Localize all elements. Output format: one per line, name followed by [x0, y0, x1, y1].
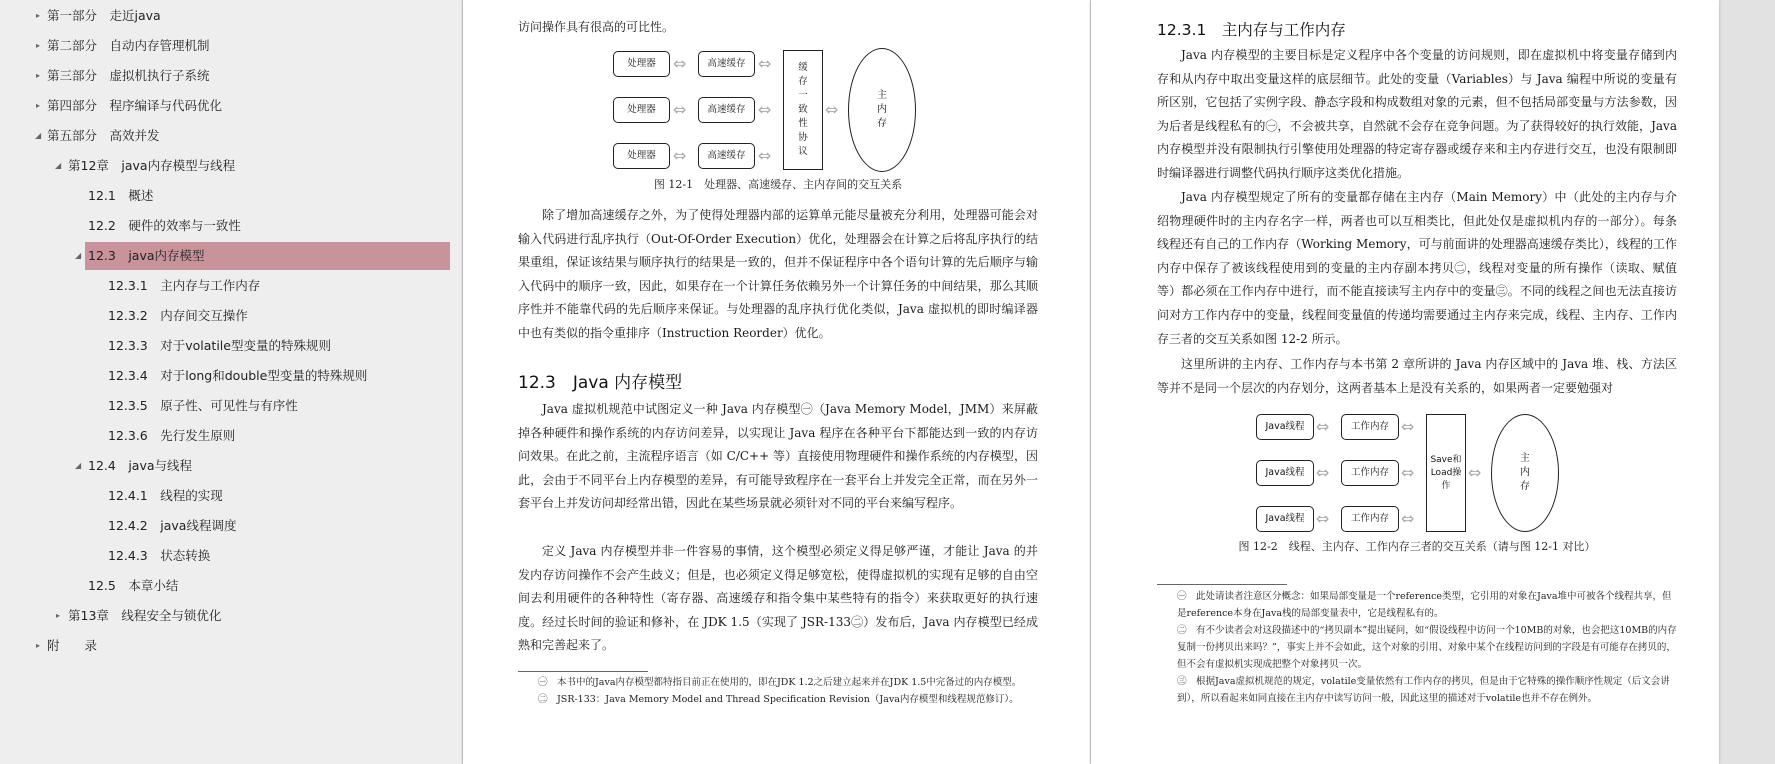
toc-item[interactable] — [0, 542, 450, 570]
java-thread-box: Java线程 — [1256, 506, 1314, 532]
working-memory-box: 工作内存 — [1341, 460, 1399, 486]
double-arrow-icon: ⇔ — [1316, 509, 1330, 528]
toc-item[interactable] — [0, 632, 450, 660]
expand-arrow-icon[interactable]: ▸ — [36, 41, 41, 50]
double-arrow-icon: ⇔ — [758, 100, 772, 119]
footnote: ㊀ 本书中的Java内存模型都特指目前正在使用的，即在JDK 1.2之后建立起来并在JDK 1.5中完备过的内存模型。 — [538, 677, 1022, 688]
body-paragraph: Java 内存模型规定了所有的变量都存储在主内存（Main Memory）中（此处的主内存与介绍物理硬件时的主内存名字一样，两者也可以互相类比，但此处仅是虚拟机内存的一部分）。每条线程还有自己的工作内存（Working Memory，可与前面讲的处理器高速缓存类比），线程的工作内存中保存了被该线程使用到的变量的主内存副本拷贝㊁，线程对变量的所有操作（读取、赋值等）都必须在工作内存中进行，而不能直接读写主内存中的变量㊂。不同的线程之间也无法直接访问对方工作内存中的变量，线程间变量值的传递均需要通过主内存来完成，线程、主内存、工作内存三者的交互关系如图 12-2 所示。 — [1157, 190, 1677, 346]
expand-arrow-icon[interactable]: ▸ — [36, 71, 41, 80]
double-arrow-icon: ⇔ — [758, 54, 772, 73]
toc-item[interactable] — [0, 32, 450, 60]
expand-arrow-icon[interactable]: ▸ — [36, 101, 41, 110]
toc-item[interactable] — [0, 392, 450, 420]
working-memory-box: 工作内存 — [1341, 506, 1399, 532]
toc-item[interactable] — [0, 92, 450, 120]
diagram-12-2 — [1256, 412, 1576, 534]
working-memory-box: 工作内存 — [1341, 414, 1399, 440]
processor-box: 处理器 — [613, 143, 670, 169]
toc-item-label: 第13章 线程安全与锁优化 — [68, 608, 222, 623]
body-paragraph: 这里所讲的主内存、工作内存与本书第 2 章所讲的 Java 内存区域中的 Java 堆、栈、方法区等并不是同一个层次的内存划分，这两者基本上是没有关系的，如果两者一定要勉强对 — [1157, 357, 1677, 395]
toc-item-label: 第三部分 虚拟机执行子系统 — [47, 68, 210, 83]
double-arrow-icon: ⇔ — [1401, 509, 1415, 528]
double-arrow-icon: ⇔ — [673, 54, 687, 73]
body-paragraph: 除了增加高速缓存之外，为了使得处理器内部的运算单元能尽量被充分利用，处理器可能会对输入代码进行乱序执行（Out-Of-Order Execution）优化，处理器会在计算之后将乱序执行的结果重组，保证该结果与顺序执行的结果是一致的，但并不保证程序中各个语句计算的先后顺序与输入代码中的顺序一致，因此，如果存在一个计算任务依赖另外一个计算任务的中间结果，那么其顺序性并不能靠代码的先后顺序来保证。与处理器的乱序执行优化类似，Java 虚拟机的即时编译器中也有类似的指令重排序（Instruction Reorder）优化。 — [518, 208, 1038, 340]
toc-item-label: 12.3.6 先行发生原则 — [108, 428, 236, 443]
page-top-line: 访问操作具有很高的可比性。 — [518, 20, 675, 34]
toc-item[interactable] — [0, 572, 450, 600]
double-arrow-icon: ⇔ — [1468, 463, 1482, 482]
processor-box: 处理器 — [613, 51, 670, 77]
cache-box: 高速缓存 — [698, 97, 755, 123]
document-viewer[interactable] — [463, 0, 1775, 764]
java-thread-box: Java线程 — [1256, 414, 1314, 440]
toc-item-label: 12.3.2 内存间交互操作 — [108, 308, 248, 323]
processor-box: 处理器 — [613, 97, 670, 123]
toc-panel — [0, 0, 463, 764]
collapse-arrow-icon[interactable]: ◢ — [55, 161, 62, 170]
footnote: ㊂ 根据Java虚拟机规范的规定，volatile变量依然有工作内存的拷贝，但是由于它特殊的操作顺序性规定（后文会讲到），所以看起来如同直接在主内存中读写访问一般，因此这里的描述对于volatile也并不存在例外。 — [1177, 676, 1670, 704]
coherence-protocol-box: 缓存一致性协议 — [783, 50, 823, 170]
double-arrow-icon: ⇔ — [673, 100, 687, 119]
footnote-divider — [1157, 584, 1287, 585]
double-arrow-icon: ⇔ — [673, 146, 687, 165]
toc-item-label: 第四部分 程序编译与代码优化 — [47, 98, 223, 113]
toc-item[interactable] — [0, 452, 450, 480]
double-arrow-icon: ⇔ — [758, 146, 772, 165]
double-arrow-icon: ⇔ — [1401, 417, 1415, 436]
figure-caption: 图 12-1 处理器、高速缓存、主内存间的交互关系 — [653, 178, 903, 191]
double-arrow-icon: ⇔ — [1316, 417, 1330, 436]
toc-item-label: 12.1 概述 — [88, 188, 154, 203]
expand-arrow-icon[interactable]: ▸ — [36, 641, 41, 650]
java-thread-box: Java线程 — [1256, 460, 1314, 486]
toc-item-label: 12.4.3 状态转换 — [108, 548, 211, 563]
toc-item-label: 12.4.2 java线程调度 — [108, 518, 237, 533]
toc-item[interactable] — [0, 482, 450, 510]
toc-item-label: 第一部分 走近java — [47, 8, 161, 23]
toc-item[interactable] — [0, 602, 450, 630]
toc-item-label: 12.3.4 对于long和double型变量的特殊规则 — [108, 368, 368, 383]
toc-item-label: 12.4.1 线程的实现 — [108, 488, 223, 503]
main-memory-ellipse: 主内存 — [848, 48, 916, 172]
cache-box: 高速缓存 — [698, 143, 755, 169]
footnote: ㊀ 此处请读者注意区分概念：如果局部变量是一个reference类型，它引用的对象在Java堆中可被各个线程共享，但是reference本身在Java栈的局部变量表中，它是线程私有的。 — [1177, 591, 1672, 619]
footnote-divider — [518, 671, 648, 672]
body-paragraph: 定义 Java 内存模型并非一件容易的事情，这个模型必须定义得足够严谨，才能让 Java 的并发内存访问操作不会产生歧义；但是，也必须定义得足够宽松，使得虚拟机的实现有足够的自由空间去利用硬件的各种特性（寄存器、高速缓存和指令集中某些特有的指令）来获取更好的执行速度。经过长时间的验证和修补，在 JDK 1.5（实现了 JSR-133㊁）发布后，Java 内存模型已经成熟和完善起来了。 — [518, 544, 1038, 653]
toc-item[interactable] — [0, 182, 450, 210]
subsection-heading: 12.3.1 主内存与工作内存 — [1157, 21, 1346, 39]
toc-item[interactable] — [0, 122, 450, 150]
pdf-page-right — [1091, 0, 1719, 764]
toc-item-label: 第五部分 高效并发 — [47, 128, 160, 143]
toc-item[interactable] — [0, 152, 450, 180]
collapse-arrow-icon[interactable]: ◢ — [35, 131, 42, 140]
double-arrow-icon: ⇔ — [825, 100, 839, 119]
toc-item-label: 12.3.5 原子性、可见性与有序性 — [108, 398, 298, 413]
footnote: ㊁ 有不少读者会对这段描述中的“拷贝副本”提出疑问，如“假设线程中访问一个10MB的对象，也会把这10MB的内存复制一份拷贝出来吗？”，事实上并不会如此，这个对象的引用、对象中某个在线程访问到的字段是有可能存在拷贝的，但不会有虚拟机实现成把整个对象拷贝一次。 — [1177, 625, 1677, 670]
toc-item-label: 第二部分 自动内存管理机制 — [47, 38, 210, 53]
toc-item-label: 附 录 — [47, 638, 98, 653]
diagram-12-1 — [613, 48, 943, 176]
toc-item-label: 12.3.1 主内存与工作内存 — [108, 278, 261, 293]
cache-box: 高速缓存 — [698, 51, 755, 77]
toc-item[interactable] — [0, 362, 450, 390]
figure-caption: 图 12-2 线程、主内存、工作内存三者的交互关系（请与图 12-1 对比） — [1238, 540, 1596, 553]
expand-arrow-icon[interactable]: ▸ — [56, 611, 61, 620]
collapse-arrow-icon[interactable]: ◢ — [75, 251, 82, 260]
toc-item-label: 12.3.3 对于volatile型变量的特殊规则 — [108, 338, 331, 353]
body-paragraph: Java 虚拟机规范中试图定义一种 Java 内存模型㊀（Java Memory Model，JMM）来屏蔽掉各种硬件和操作系统的内存访问差异，以实现让 Java 程序在各种平台下都能达到一致的内存访问效果。在此之前，主流程序语言（如 C/C++ 等）直接使用物理硬件和操作系统的内存模型，因此，会由于不同平台上内存模型的差异，有可能导致程序在一套平台上并发完全正常，而在另外一套平台上并发访问却经常出错，因此在某些场景就必须针对不同的平台来编写程序。 — [518, 402, 1038, 511]
toc-item[interactable] — [0, 332, 450, 360]
toc-item-label: 第12章 java内存模型与线程 — [68, 158, 236, 173]
toc-item[interactable] — [0, 302, 450, 330]
section-heading: 12.3 Java 内存模型 — [518, 373, 683, 393]
body-paragraph: Java 内存模型的主要目标是定义程序中各个变量的访问规则，即在虚拟机中将变量存储到内存和从内存中取出变量这样的底层细节。此处的变量（Variables）与 Java 编程中所说的变量有所区别，它包括了实例字段、静态字段和构成数组对象的元素，但不包括局部变量与方法参数，因为后者是线程私有的㊀，不会被共享，自然就不会存在竞争问题。为了获得较好的执行效能，Java 内存模型并没有限制执行引擎使用处理器的特定寄存器或缓存来和主内存进行交互，也没有限制即时编译器进行调整代码执行顺序这类优化措施。 — [1157, 48, 1677, 180]
toc-item[interactable] — [0, 62, 450, 90]
toc-item[interactable] — [0, 2, 450, 30]
expand-arrow-icon[interactable]: ▸ — [36, 11, 41, 20]
toc-item[interactable] — [0, 422, 450, 450]
toc-item[interactable] — [0, 242, 450, 270]
double-arrow-icon: ⇔ — [1316, 463, 1330, 482]
toc-item-label: 12.2 硬件的效率与一致性 — [88, 218, 241, 233]
footnote: ㊁ JSR-133：Java Memory Model and Thread Specification Revision（Java内存模型和线程规范修订）。 — [538, 694, 1019, 705]
pdf-page-left — [463, 0, 1090, 764]
double-arrow-icon: ⇔ — [1401, 463, 1415, 482]
toc-item-label: 12.3 java内存模型 — [88, 248, 205, 263]
collapse-arrow-icon[interactable]: ◢ — [75, 461, 82, 470]
toc-item[interactable] — [0, 212, 450, 240]
toc-item[interactable] — [0, 272, 450, 300]
main-memory-ellipse: 主内存 — [1491, 414, 1559, 532]
save-load-operation-box: Save和Load操作 — [1426, 414, 1466, 532]
toc-item-label: 12.4 java与线程 — [88, 458, 193, 473]
toc-item[interactable] — [0, 512, 450, 540]
toc-item-label: 12.5 本章小结 — [88, 578, 179, 593]
